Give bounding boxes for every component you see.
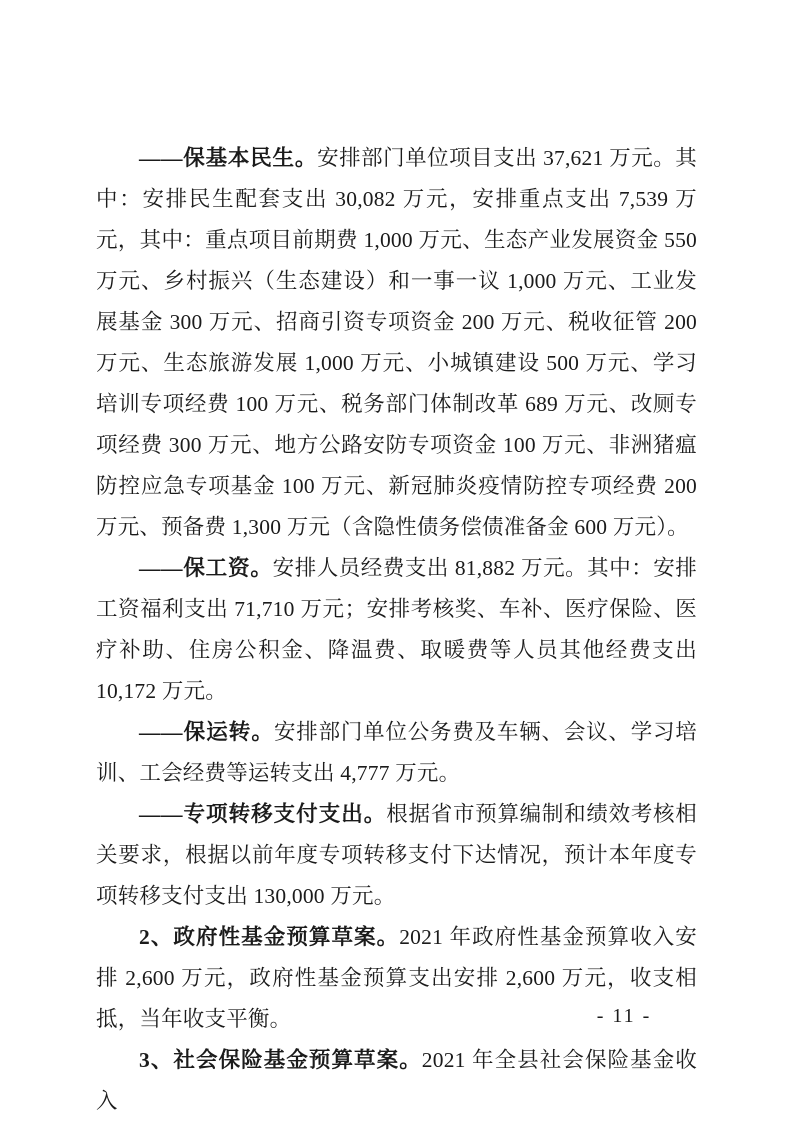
paragraph-lead: ——专项转移支付支出。 [139, 802, 387, 826]
page-number [0, 1005, 793, 1028]
paragraph-item-3 [96, 1040, 697, 1122]
document-body [96, 138, 697, 1122]
paragraph-text: 2021 年全县社会保险基金收入 [96, 1048, 697, 1113]
paragraph-text: 2021 年政府性基金预算收入安排 2,600 万元，政府性基金预算支出安排 2,600 万元，收支相抵，当年收支平衡。 [96, 925, 698, 1031]
paragraph-lead: ——保运转。 [139, 720, 274, 744]
paragraph-text: 安排部门单位公务费及车辆、会议、学习培训、工会经费等运转支出 4,777 万元。 [96, 720, 697, 785]
paragraph-text: 根据省市预算编制和绩效考核相关要求，根据以前年度专项转移支付下达情况，预计本年度专项转移支付支出 130,000 万元。 [96, 802, 697, 908]
paragraph-zhuanxiang-zhuanyi [96, 794, 697, 917]
paragraph-text: 安排部门单位项目支出 37,621 万元。其中：安排民生配套支出 30,082 万元，安排重点支出 7,539 万元，其中：重点项目前期费 1,000 万元、生态产业发展资金 550 万元、乡村振兴（生态建设）和一事一议 1,000 万元、工业发展基金 300 万元、招商引资专项资金 200 万元、税收征管 200 万元、生态旅游发展 1,000 万元、小城镇建设 500 万元、学习培训专项经费 100 万元、税务部门体制改革 689 万元、改厕专项经费 300 万元、地方公路安防专项资金 100 万元、非洲猪瘟防控应急专项基金 100 万元、新冠肺炎疫情防控专项经费 200 万元、预备费 1,300 万元（含隐性债务偿债准备金 600 万元）。 [96, 146, 697, 539]
paragraph-baojiben-minsheng [96, 138, 697, 548]
paragraph-text: 安排人员经费支出 81,882 万元。其中：安排工资福利支出 71,710 万元；安排考核奖、车补、医疗保险、医疗补助、住房公积金、降温费、取暖费等人员其他经费支出 10,172 万元。 [96, 556, 697, 703]
paragraph-baogongzi [96, 548, 697, 712]
page-number-label: - 11 - [596, 1005, 652, 1027]
paragraph-baoyunzhuan [96, 712, 697, 794]
paragraph-lead: 2、政府性基金预算草案。 [139, 925, 400, 949]
paragraph-lead: 3、社会保险基金预算草案。 [139, 1048, 422, 1072]
paragraph-lead: ——保工资。 [139, 556, 273, 580]
paragraph-lead: ——保基本民生。 [139, 146, 318, 170]
